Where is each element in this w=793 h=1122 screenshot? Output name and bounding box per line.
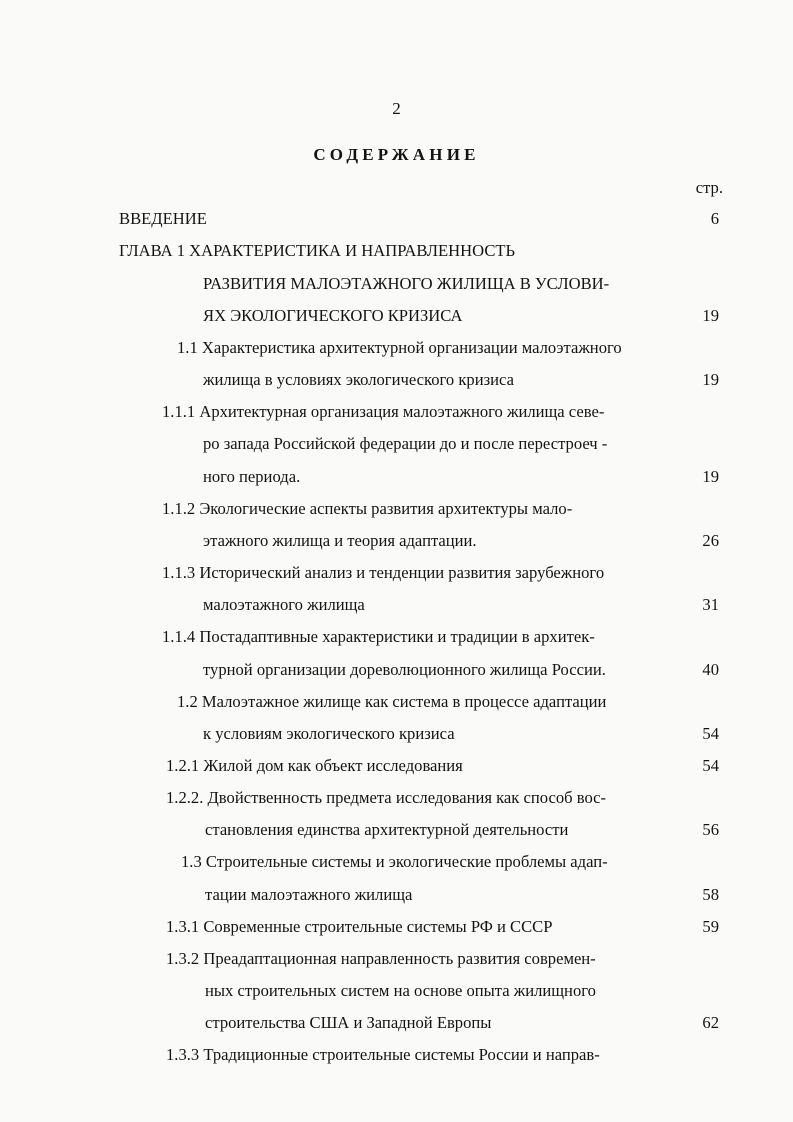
toc-entry-line: 1.3.3 Традиционные строительные системы России и направ-: [166, 1045, 600, 1064]
toc-entry-line: 1.1.1 Архитектурная организация малоэтажного жилища севе-: [162, 402, 605, 421]
page-number: 2: [392, 99, 401, 118]
toc-page-number: 40: [702, 660, 719, 679]
toc-page-number: 31: [702, 595, 719, 614]
toc-entry-line: 1.1.4 Постадаптивные характеристики и традиции в архитек-: [162, 627, 595, 646]
toc-entry-line: 1.1 Характеристика архитектурной организации малоэтажного: [177, 338, 622, 357]
toc-page-number: 6: [710, 209, 719, 228]
toc-entry-line: 1.2 Малоэтажное жилище как система в процессе адаптации: [177, 692, 607, 711]
toc-entry-line: РАЗВИТИЯ МАЛОЭТАЖНОГО ЖИЛИЩА В УСЛОВИ-: [203, 274, 610, 293]
toc-entry-line: 1.2.2. Двойственность предмета исследования как способ вос-: [166, 788, 607, 807]
toc-entry-line: 1.3.1 Современные строительные системы РФ и СССР: [166, 917, 553, 936]
toc-page-number: 58: [702, 885, 719, 904]
toc-entry-line: ных строительных систем на основе опыта жилищного: [205, 981, 596, 1000]
toc-entry-line: ЯХ ЭКОЛОГИЧЕСКОГО КРИЗИСА: [203, 306, 463, 325]
toc-entry-line: ГЛАВА 1 ХАРАКТЕРИСТИКА И НАПРАВЛЕННОСТЬ: [119, 241, 516, 260]
toc-entry-line: ВВЕДЕНИЕ: [119, 209, 207, 228]
toc-entry-line: 1.3.2 Преадаптационная направленность развития современ-: [166, 949, 596, 968]
toc-entry-line: 1.1.2 Экологические аспекты развития архитектуры мало-: [162, 499, 573, 518]
page-column-label: стр.: [695, 178, 723, 197]
toc-entry-line: этажного жилища и теория адаптации.: [203, 531, 477, 550]
toc-entry-line: становления единства архитектурной деятельности: [205, 820, 569, 839]
toc-entry-line: жилища в условиях экологического кризиса: [203, 370, 514, 389]
toc-page-number: 19: [702, 306, 719, 325]
toc-entry-line: тации малоэтажного жилища: [205, 885, 413, 904]
toc-entry-line: 1.2.1 Жилой дом как объект исследования: [166, 756, 463, 775]
toc-entry-line: 1.1.3 Исторический анализ и тенденции развития зарубежного: [162, 563, 605, 582]
toc-entry-line: ро запада Российской федерации до и после перестроеч -: [203, 434, 608, 453]
toc-entry-line: турной организации дореволюционного жилища России.: [203, 660, 606, 679]
toc-page-number: 59: [702, 917, 719, 936]
toc-page-number: 26: [702, 531, 719, 550]
toc-entry-line: ного периода.: [203, 467, 301, 486]
toc-page-number: 54: [702, 756, 719, 775]
toc-page-number: 54: [702, 724, 719, 743]
toc-entry-line: к условиям экологического кризиса: [203, 724, 455, 743]
toc-page-number: 19: [702, 370, 719, 389]
page-title: СОДЕРЖАНИЕ: [313, 145, 480, 164]
toc-page-number: 19: [702, 467, 719, 486]
toc-entry-line: малоэтажного жилища: [203, 595, 365, 614]
toc-page-number: 56: [702, 820, 719, 839]
toc-page-number: 62: [702, 1013, 719, 1032]
toc-entry-line: строительства США и Западной Европы: [205, 1013, 492, 1032]
toc-entry-line: 1.3 Строительные системы и экологические проблемы адап-: [181, 852, 608, 871]
